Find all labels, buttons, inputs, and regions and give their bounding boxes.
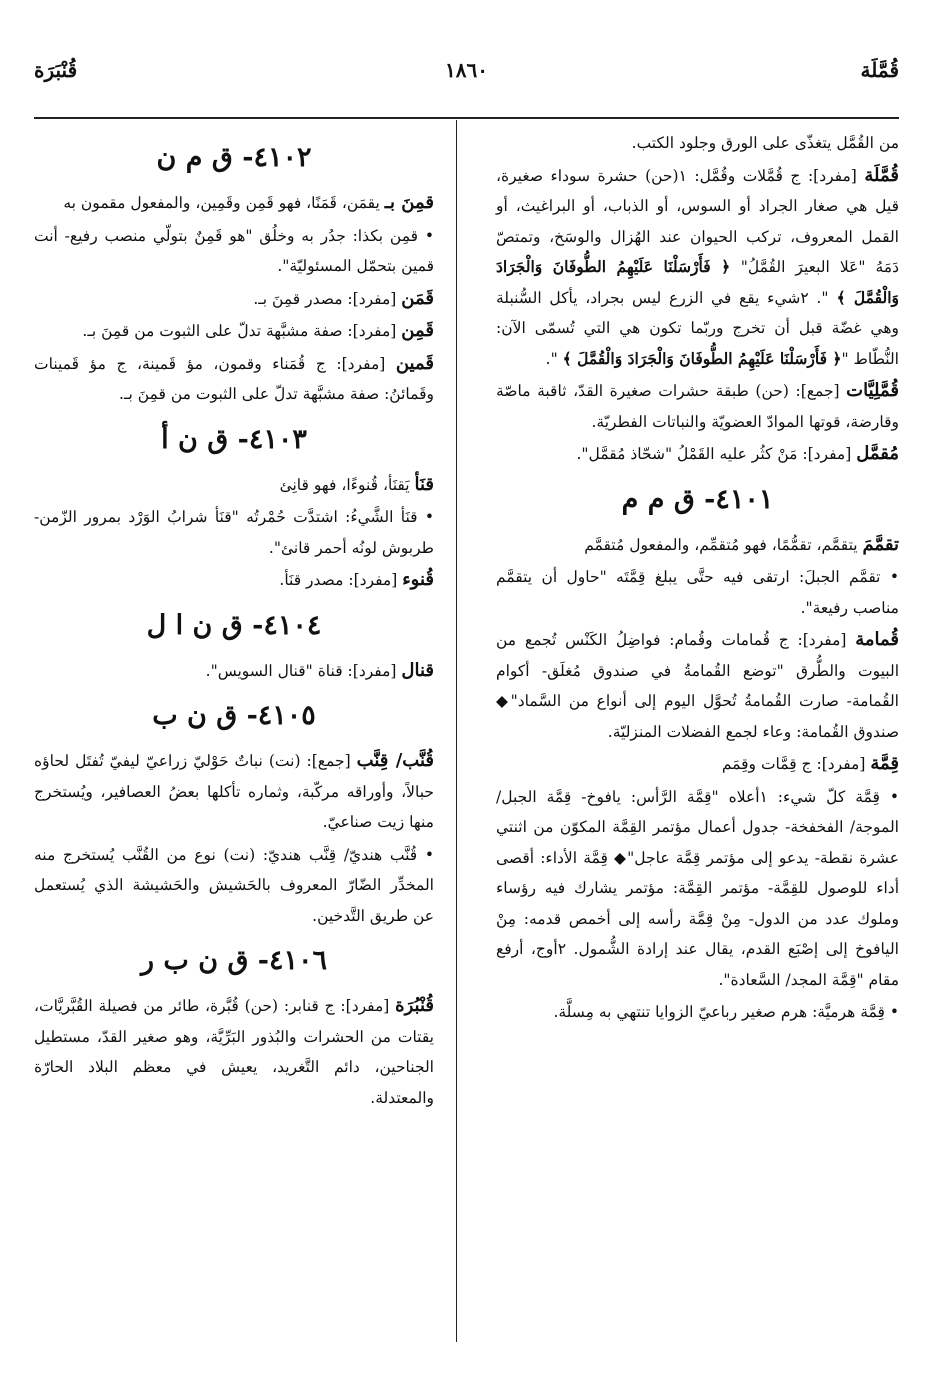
dictionary-entry: قَمَن [مفرد]: مصدر قمِنَ بـ. <box>253 287 434 309</box>
dictionary-entry: قَمين [مفرد]: ج قُمَناء وقمون، مؤ قَمينة، ج مؤ قَمينات وقَمائنُ: صفة مشبَّهة تدلّ على الثبوت من قمِنَ بـ. <box>34 352 434 403</box>
headword: قُمامة <box>855 629 899 650</box>
dictionary-entry: قُمَّلَة [مفرد]: ج قُمَّلات وقُمَّل: ١(حن) حشرة سوداء صغيرة، قيل هي صغار الجراد أو السوس، أو الذباب، أو البراغيث، أو القمل المعروف، تركب الحيوان عند الهُزال والوسَخ، وتمتصّ دَمَهُ "عَلا البعيرَ القُمَّلُ" ﴿ فَأَرْسَلْنَا عَلَيْهِمُ الطُّوفَانَ وَالْجَرَادَ وَالْقُمَّلَ ﴾ ". ٢شيء يقع في الزرع ليس بجراد، يأكل السُّنبلة وهي غضّة قبل أن تخرج وربّما تكون هي التي تُسمّى الآن: النُّطّاط "﴿ فَأَرْسَلْنَا عَلَيْهِمُ الطُّوفَانَ وَالْجَرَادَ وَالْقُمَّلَ ﴾ ". <box>496 164 899 368</box>
column-divider <box>456 120 457 1342</box>
left-column <box>34 128 434 1115</box>
headword: قُمَّلَة <box>864 164 899 186</box>
dictionary-entry: قمِنَ بـ يقمَن، قَمَنًا، فهو قَمِن وقَمِين، والمفعول مقمون به <box>63 192 434 213</box>
dictionary-entry: قُنَّب/ قِنَّب [جمع]: (نت) نباتٌ حَوْليّ زراعيّ ليفيّ تُفتَل لحاؤه حبالاً، وأوراقه مركّبة، وثماره تأكلها بعضُ العصافير، ويُستخرج منها زيت صناعيّ. <box>34 750 435 831</box>
headword: قَمَن <box>401 287 434 309</box>
root-section-title: ٤١٠٦- ق ن ب ر <box>140 945 328 976</box>
headword: مُقمَّل <box>856 443 899 464</box>
entry-sense: • قنَأ الشَّيءُ: اشتدَّت حُمْرتُه "قنَأ شرابُ الوَرْد بمرور الزّمن- طربوش لونُه أحمر قانئ". <box>34 508 434 557</box>
dictionary-entry: قنال [مفرد]: قناة "قنال السويس". <box>205 659 434 681</box>
quran-quote: ﴿ فَأَرْسَلْنَا عَلَيْهِمُ الطُّوفَانَ وَالْجَرَادَ وَالْقُمَّلَ ﴾ <box>496 257 899 307</box>
headword: قَمين <box>395 352 434 374</box>
page-header <box>34 58 899 98</box>
headword: قُمَّلِيَّات <box>846 380 899 401</box>
dictionary-entry: تقمَّمَ يتقمَّم، تقمُّمًا، فهو مُتقمِّم، والمفعول مُتقمَّم <box>584 533 899 555</box>
root-section-title: ٤١٠١- ق م م <box>621 483 774 515</box>
dictionary-entry: قُمامة [مفرد]: ج قُمامات وقُمام: فواضِلُ الكَنْس تُجمع من البيوت والطُّرق "توضع القُمامةُ في صندوق مُغلَق- أكوام القُمامة- صارت القُمامةُ تُحوَّل اليوم إلى أنواع من السَّماد"◆ صندوق القُمامة: وعاء لجمع الفضلات المنزليّة. <box>496 629 899 741</box>
root-section-title: ٤١٠٥- ق ن ب <box>152 700 316 731</box>
entry-sense: • قِمَّة هرميَّة: هرم صغير رباعيّ الزوايا تنتهي به مِسلَّة. <box>553 1003 899 1021</box>
header-guide-word-left: قُنْبَرَة <box>34 58 78 82</box>
entry-sense: • قِمَّة كلّ شيء: ١أعلاه "قِمَّة الرَّأس: يافوخ- قِمَّة الجبل/ الموجة/ الفخفخة- جدول أعمال مؤتمر القِمَّة المكوّن من اثنتي عشرة نقطة- يدعو إلى مؤتمر قِمَّة عاجل"◆ قِمَّة الأداء: أقصى أداء للوصول للقِمَّة- مؤتمر القِمَّة: مؤتمر يشارك فيه رؤساء وملوك عدد من الدول- مِنْ قِمَّة رأسه إلى أخمص قدمه: مِنْ اليافوخ إلى إصْبَع القدم، يقال عند إرادة الشُّمول. ٢أوج، أرفع مقام "قِمَّة المجد/ السَّعادة". <box>496 787 899 989</box>
quran-quote: ﴿ فَأَرْسَلْنَا عَلَيْهِمُ الطُّوفَانَ وَالْجَرَادَ وَالْقُمَّلَ ﴾ <box>562 348 842 368</box>
entry-sense: • قمِن بكذا: جدُر به وخلُق "هو قَمِنٌ بتولّي منصب رفيع- أنت قمين بتحمّل المسئوليّة". <box>34 226 434 275</box>
headword: قِمَّة <box>870 753 899 774</box>
right-column <box>496 128 899 1030</box>
header-guide-word-right: قُمَّلَة <box>860 58 899 82</box>
dictionary-entry: قِمَّة [مفرد]: ج قِمَّات وقِمَم <box>721 753 899 774</box>
headword: قمِنَ بـ <box>384 192 434 213</box>
headword: قَمِن <box>401 320 434 341</box>
dictionary-entry: قُمَّلِيَّات [جمع]: (حن) طبقة حشرات صغيرة القدّ، ثاقبة ماصّة وقارضة، قوتها الموادّ العضويّة والنباتات الفطريّة. <box>496 380 899 431</box>
headword: قُنَّب/ قِنَّب <box>356 750 435 771</box>
dictionary-entry: مُقمَّل [مفرد]: مَنْ كثُر عليه القَمْلُ "شحّاذ مُقمَّل". <box>576 443 899 464</box>
headword: تقمَّمَ <box>862 533 899 555</box>
headword: قنال <box>401 659 434 681</box>
entry-sense: • تقمَّم الجبلَ: ارتقى فيه حتَّى يبلغ قِمَّتَه "حاول أن يتقمَّم مناصب رفيعة". <box>496 568 899 617</box>
dictionary-entry: قُنوء [مفرد]: مصدر قنَأ. <box>279 569 434 590</box>
headword: قنَأ <box>414 473 434 495</box>
header-rule <box>34 117 899 119</box>
dictionary-entry: قنَأ يَقنَأ، قُنوءًا، فهو قانِئ <box>279 473 434 495</box>
entry-text: من القُمَّل يتغذّى على الورق وجلود الكتب. <box>631 134 899 152</box>
entry-sense: • قُنَّب هنديّ/ قِنَّب هنديّ: (نت) نوع من القُنَّب يُستخرج منه المخدِّر الضّارّ المعروف بالحَشيش والحَشيشة الذي يُستعمل عن طريق التَّدخين. <box>34 845 434 925</box>
root-section-title: ٤١٠٤- ق ن ا ل <box>146 609 322 641</box>
dictionary-entry: قَمِن [مفرد]: صفة مشبَّهة تدلّ على الثبوت من قمِنَ بـ. <box>82 320 434 341</box>
dictionary-entry: قُنْبُرَة [مفرد]: ج قنابر: (حن) قُبَّرة، طائر من فصيلة القُبَّريَّات، يقتات من الحشرات والبُذور البَرِّيَّة، وهو صغير القدّ، مستطيل الجناحين، دائم التَّغريد، يعيش في معظم البلاد الحارّة والمعتدلة. <box>34 995 434 1107</box>
headword: قُنْبُرَة <box>395 995 434 1016</box>
headword: قُنوء <box>402 569 434 590</box>
root-section-title: ٤١٠٢- ق م ن <box>156 142 312 173</box>
root-section-title: ٤١٠٣- ق ن أ <box>161 423 307 455</box>
page-number: ١٨٦٠ <box>445 58 488 82</box>
